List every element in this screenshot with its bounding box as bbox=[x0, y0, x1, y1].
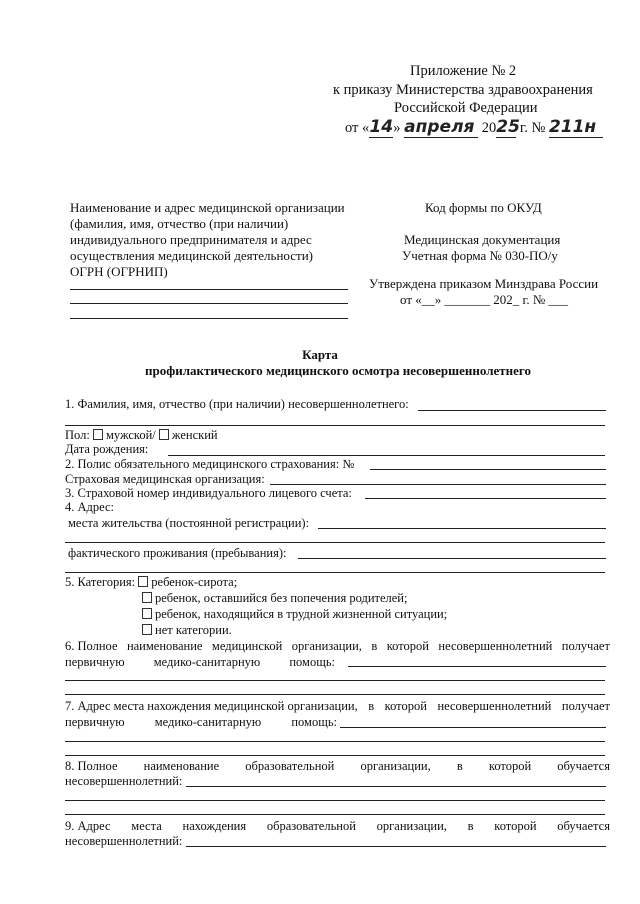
field-6-input-3[interactable] bbox=[65, 694, 605, 695]
category-orphan-label: ребенок-сирота; bbox=[151, 575, 238, 589]
okud-form-number: Учетная форма № 030-ПО/у bbox=[402, 248, 558, 263]
word: образовательной bbox=[245, 759, 335, 773]
category-orphan-checkbox[interactable] bbox=[138, 576, 148, 587]
word: которой bbox=[494, 819, 537, 833]
handwritten-month: апреля bbox=[404, 117, 478, 138]
org-line-2: (фамилия, имя, отчество (при наличии) bbox=[70, 216, 289, 231]
word: получает bbox=[561, 639, 610, 653]
word: получает bbox=[561, 699, 610, 713]
word: которой bbox=[386, 639, 429, 653]
year-prefix: 20 bbox=[481, 120, 497, 136]
word: обучается bbox=[557, 819, 610, 833]
field-7-line-2 bbox=[65, 715, 337, 730]
field-6-input[interactable] bbox=[348, 666, 606, 667]
org-line-1: Наименование и адрес медицинской организации bbox=[70, 200, 345, 215]
word: несовершеннолетний bbox=[437, 699, 552, 713]
field-1-label: 1. Фамилия, имя, отчество (при наличии) несовершеннолетнего: bbox=[65, 397, 409, 411]
date-close-quote: » bbox=[393, 120, 401, 136]
word: помощь: bbox=[289, 655, 335, 669]
sex-male-label: мужской/ bbox=[105, 428, 156, 442]
word: медико-санитарную bbox=[153, 655, 261, 669]
actual-input-2[interactable] bbox=[65, 572, 605, 573]
residence-input-2[interactable] bbox=[65, 542, 605, 543]
actual-input[interactable] bbox=[298, 558, 606, 559]
sex-row bbox=[65, 428, 218, 443]
insurer-input[interactable] bbox=[270, 484, 606, 485]
word: наименование bbox=[143, 759, 220, 773]
field-6-line-1 bbox=[65, 639, 610, 654]
word: первичную bbox=[65, 655, 125, 669]
handwritten-year: 25 bbox=[496, 117, 520, 137]
word: обучается bbox=[557, 759, 610, 773]
document-title: Карта bbox=[302, 347, 338, 362]
org-block bbox=[70, 200, 345, 280]
org-line-5: ОГРН (ОГРНИП) bbox=[70, 264, 168, 279]
word: места bbox=[131, 819, 162, 833]
org-blank-line-2[interactable] bbox=[70, 303, 348, 304]
category-none-label: нет категории. bbox=[155, 623, 232, 637]
word: 6. Полное bbox=[65, 639, 118, 653]
word: помощь: bbox=[291, 715, 337, 729]
word: наименование bbox=[126, 639, 203, 653]
field-6-line-2 bbox=[65, 655, 335, 670]
field-5-label bbox=[65, 575, 237, 590]
birth-label: Дата рождения: bbox=[65, 442, 149, 456]
word: первичную bbox=[65, 715, 125, 729]
field-9-line-2: несовершеннолетний: bbox=[65, 834, 183, 848]
word: организации, bbox=[360, 759, 431, 773]
category-no-parents-checkbox[interactable] bbox=[142, 592, 152, 603]
sex-male-checkbox[interactable] bbox=[93, 429, 103, 440]
org-line-4: осуществления медицинской деятельности) bbox=[70, 248, 313, 263]
order-number-label: г. № bbox=[519, 120, 546, 136]
org-blank-line-3[interactable] bbox=[70, 318, 348, 319]
word: которой bbox=[384, 699, 427, 713]
category-row-3 bbox=[142, 607, 447, 622]
sex-female-checkbox[interactable] bbox=[159, 429, 169, 440]
word: в bbox=[456, 759, 463, 773]
okud-approved: Утверждена приказом Минздрава России bbox=[369, 276, 599, 291]
field-1-input[interactable] bbox=[418, 410, 606, 411]
field-2-label: 2. Полис обязательного медицинского страхования: № bbox=[65, 457, 355, 471]
word: образовательной bbox=[266, 819, 356, 833]
field-3-label: 3. Страховой номер индивидуального лицевого счета: bbox=[65, 486, 352, 500]
residence-label: места жительства (постоянной регистрации): bbox=[68, 516, 310, 530]
okud-doc-type: Медицинская документация bbox=[404, 232, 561, 247]
appendix-date-line bbox=[345, 117, 603, 138]
okud-code: Код формы по ОКУД bbox=[425, 200, 542, 215]
word: 9. Адрес bbox=[65, 819, 111, 833]
word: в bbox=[371, 639, 378, 653]
appendix-order: к приказу Министерства здравоохранения bbox=[333, 82, 593, 98]
field-8-input-3[interactable] bbox=[65, 814, 605, 815]
field-8-input-2[interactable] bbox=[65, 800, 605, 801]
field-8-line-2: несовершеннолетний: bbox=[65, 774, 183, 788]
sex-female-label: женский bbox=[171, 428, 218, 442]
word: нахождения bbox=[182, 819, 247, 833]
org-blank-line-1[interactable] bbox=[70, 289, 348, 290]
field-2-input[interactable] bbox=[370, 469, 606, 470]
date-from-label: от « bbox=[345, 120, 370, 136]
field-3-input[interactable] bbox=[365, 498, 606, 499]
sex-label: Пол: bbox=[65, 428, 90, 442]
field-7-input-3[interactable] bbox=[65, 755, 605, 756]
word: в bbox=[467, 819, 474, 833]
category-hardship-label: ребенок, находящийся в трудной жизненной ситуации; bbox=[155, 607, 448, 621]
appendix-number: Приложение № 2 bbox=[410, 63, 517, 79]
word: несовершеннолетний bbox=[438, 639, 553, 653]
field-7-input[interactable] bbox=[340, 727, 606, 728]
appendix-ministry: Российской Федерации bbox=[394, 100, 538, 116]
actual-label: фактического проживания (пребывания): bbox=[68, 546, 287, 560]
field-8-input[interactable] bbox=[186, 786, 606, 787]
word: 7. Адрес места нахождения медицинской организации, bbox=[65, 699, 358, 713]
field-7-input-2[interactable] bbox=[65, 741, 605, 742]
residence-input[interactable] bbox=[318, 528, 606, 529]
field-4-label: 4. Адрес: bbox=[65, 500, 115, 514]
handwritten-order-number: 211н bbox=[549, 117, 603, 138]
category-row-4 bbox=[142, 623, 232, 638]
word: 8. Полное bbox=[65, 759, 118, 773]
category-no-parents-label: ребенок, оставшийся без попечения родителей; bbox=[155, 591, 408, 605]
field-1-input-2[interactable] bbox=[65, 425, 605, 426]
word: медико-санитарную bbox=[154, 715, 262, 729]
word: медицинской bbox=[211, 639, 283, 653]
word: организации, bbox=[291, 639, 362, 653]
org-line-3: индивидуального предпринимателя и адрес bbox=[70, 232, 312, 247]
category-hardship-checkbox[interactable] bbox=[142, 608, 152, 619]
birth-input[interactable] bbox=[168, 455, 605, 456]
okud-approved-date: от «__» _______ 202_ г. № ___ bbox=[400, 292, 569, 307]
field-9-input[interactable] bbox=[186, 846, 606, 847]
category-row-2 bbox=[142, 591, 407, 606]
document-subtitle: профилактического медицинского осмотра несовершеннолетнего bbox=[145, 363, 531, 378]
field-8-line-1 bbox=[65, 759, 610, 774]
category-label: 5. Категория: bbox=[65, 575, 136, 589]
handwritten-day: 14 bbox=[369, 117, 394, 137]
word: в bbox=[368, 699, 375, 713]
field-7-line-1 bbox=[65, 699, 610, 714]
word: которой bbox=[488, 759, 532, 773]
word: организации, bbox=[376, 819, 447, 833]
field-9-line-1 bbox=[65, 819, 610, 834]
insurer-label: Страховая медицинская организация: bbox=[65, 472, 265, 486]
field-6-input-2[interactable] bbox=[65, 680, 605, 681]
category-none-checkbox[interactable] bbox=[142, 624, 152, 635]
